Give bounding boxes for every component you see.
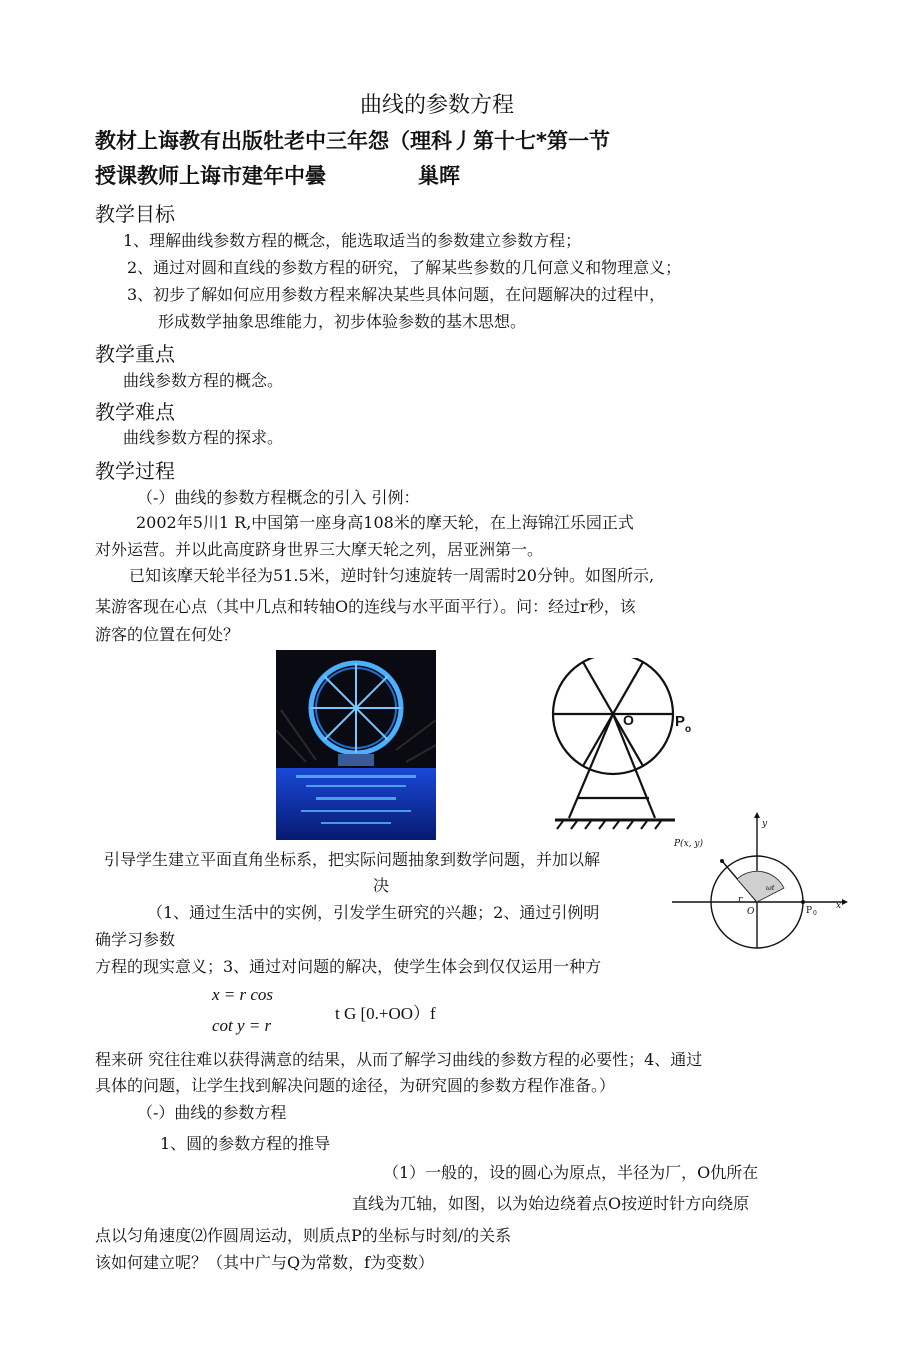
coord-x-label: x (836, 901, 842, 911)
para2-line2: 某游客现在心点（其中几点和转轴O的连线与水平面平行）。问：经过r秒，该 (95, 597, 636, 616)
equation-2: cot y = r (212, 1016, 272, 1035)
goals-heading: 教学目标 (95, 202, 175, 226)
subsection-heading: （-）曲线的参数方程 (137, 1103, 287, 1122)
coord-origin-label: O (747, 907, 755, 917)
para3-line1: （1）一般的，设的圆心为原点，半径为厂，O仇所在 (383, 1163, 759, 1182)
ferris-wheel-diagram (545, 658, 695, 833)
page-title: 曲线的参数方程 (360, 93, 515, 118)
coord-r-label: r (738, 895, 743, 905)
guide-line2: 决 (373, 876, 390, 895)
key-text: 曲线参数方程的概念。 (123, 371, 284, 390)
coord-y-label: y (762, 819, 768, 829)
note-line1: （1、通过生活中的实例，引发学生研究的兴趣；2、通过引例明 (147, 903, 600, 922)
wheel-point-sub: o (685, 724, 692, 735)
para3-line3: 点以匀角速度⑵作圆周运动，则质点P的坐标与时刻/的关系 (95, 1226, 512, 1245)
para1-line1: 2002年5川1 R,中国第一座身高108米的摩天轮，在上海锦江乐园正式 (136, 513, 634, 532)
goal-1: 1、理解曲线参数方程的概念，能选取适当的参数建立参数方程； (123, 231, 582, 250)
coord-p0-label: P (806, 906, 813, 916)
equation-range: t G [0.+OO）f (335, 1004, 436, 1023)
goal-3: 3、初步了解如何应用参数方程来解决某些具体问题，在问题解决的过程中， (127, 285, 666, 304)
note-line3: 方程的现实意义；3、通过对问题的解决，使学生体会到仅仅运用一种方 (95, 957, 602, 976)
guide-line1: 引导学生建立平面直角坐标系，把实际问题抽象到数学问题，并加以解 (104, 850, 601, 869)
para3-line4: 该如何建立呢？（其中广与Q为常数，f为变数） (95, 1253, 435, 1272)
wheel-center-label: O (623, 712, 634, 728)
note-line4: 程来研 究往往难以获得满意的结果，从而了解学习曲线的参数方程的必要性；4、通过 (95, 1050, 703, 1069)
teacher-info: 授课教师上诲市建年中曇 (95, 164, 326, 188)
coord-point-label: P(x, y) (674, 839, 703, 849)
subsection-1: 1、圆的参数方程的推导 (160, 1134, 331, 1153)
para1-line2: 对外运营。并以此高度跻身世界三大摩天轮之列，居亚洲第一。 (95, 540, 544, 559)
textbook-info: 教材上诲教有出版牡老中三年怨（理科丿第十七*第一节 (95, 129, 610, 153)
process-heading: 教学过程 (95, 459, 175, 483)
coord-p0-sub: 0 (813, 910, 817, 917)
equation-1: x = r cos (212, 985, 274, 1004)
goal-2: 2、通过对圆和直线的参数方程的研究，了解某些参数的几何意义和物理意义； (127, 258, 682, 277)
note-line5: 具体的问题，让学生找到解决问题的途径，为研究圆的参数方程作准备。） (95, 1076, 616, 1095)
coord-angle-label: ωt (766, 884, 775, 892)
difficult-heading: 教学难点 (95, 400, 175, 424)
coordinate-circle-diagram (670, 812, 850, 952)
para3-line2: 直线为兀轴，如图，以为始边绕着点O按逆时针方向绕原 (352, 1194, 750, 1213)
ferris-wheel-photo (276, 650, 436, 840)
wheel-point-label: P (675, 713, 686, 730)
difficult-text: 曲线参数方程的探求。 (123, 428, 284, 447)
para2-line1: 已知该摩天轮半径为51.5米，逆时针匀速旋转一周需时20分钟。如图所示, (129, 566, 655, 585)
intro-heading: （-）曲线的参数方程概念的引入 引例： (137, 488, 420, 507)
teacher-name: 巢晖 (418, 164, 460, 188)
goal-3-cont: 形成数学抽象思维能力，初步体验参数的基木思想。 (158, 312, 527, 331)
para2-line3: 游客的位置在何处？ (95, 625, 240, 644)
note-line2: 确学习参数 (95, 930, 176, 949)
key-heading: 教学重点 (95, 342, 175, 366)
